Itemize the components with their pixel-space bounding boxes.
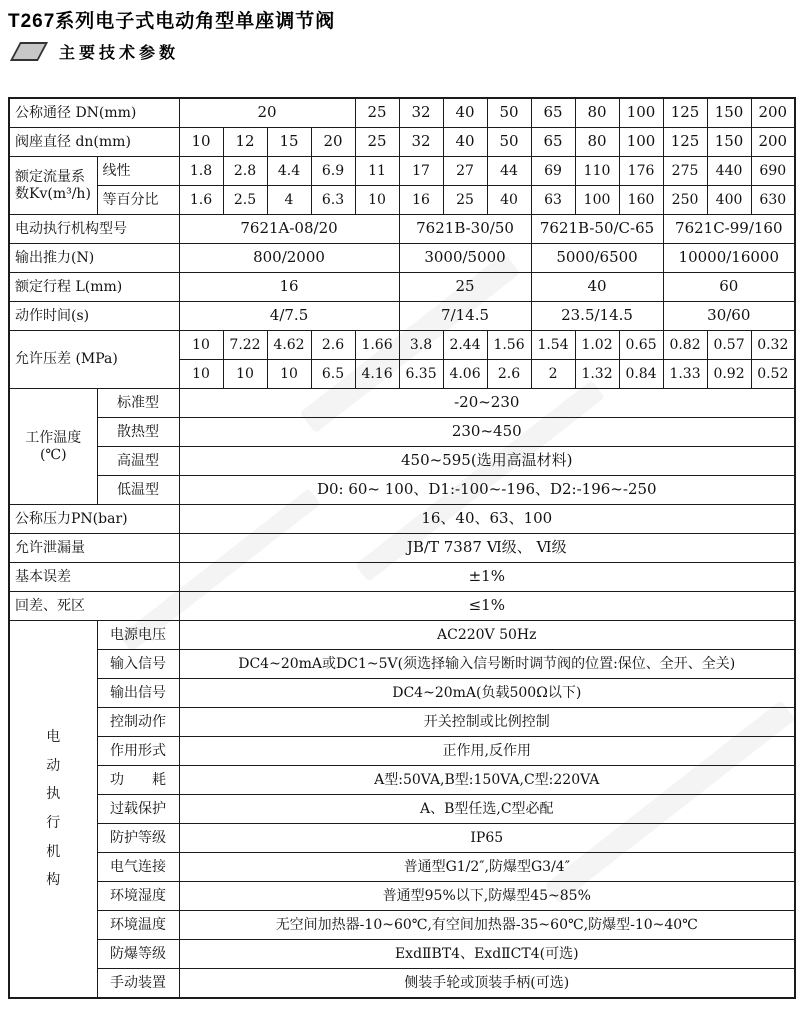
cell: 125 [663, 98, 707, 128]
row-actuator-electrical-connection [9, 853, 795, 882]
cell: ExdⅡBT4、ExdⅡCT4(可选) [179, 940, 795, 969]
cell: 110 [575, 157, 619, 186]
sub-label: 作用形式 [97, 737, 179, 766]
parallelogram-bullet-icon [10, 42, 48, 61]
cell: 440 [707, 157, 751, 186]
row-label: 动作时间(s) [9, 302, 179, 331]
cell: 44 [487, 157, 531, 186]
row-allowable-leakage [9, 534, 795, 563]
row-label: 基本误差 [9, 563, 179, 592]
cell: 0.57 [707, 331, 751, 360]
row-action-time [9, 302, 795, 331]
cell: A型:50VA,B型:150VA,C型:220VA [179, 766, 795, 795]
row-actuator-ambient-temperature [9, 911, 795, 940]
cell: 1.54 [531, 331, 575, 360]
cell: 6.5 [311, 360, 355, 389]
cell: 40 [531, 273, 663, 302]
sub-label: 输出信号 [97, 679, 179, 708]
cell: 40 [443, 98, 487, 128]
cell: 0.82 [663, 331, 707, 360]
cell: 7621B-30/50 [399, 215, 531, 244]
cell: 3000/5000 [399, 244, 531, 273]
cell: D0: 60~ 100、D1:-100~-196、D2:-196~-250 [179, 476, 795, 505]
cell: 2 [531, 360, 575, 389]
sub-label: 等百分比 [97, 186, 179, 215]
cell: 80 [575, 128, 619, 157]
row-actuator-protection-class [9, 824, 795, 853]
row-hysteresis-deadband [9, 592, 795, 621]
row-working-temp-low [9, 476, 795, 505]
cell: 100 [619, 98, 663, 128]
sub-label: 高温型 [97, 447, 179, 476]
cell: 25 [355, 98, 399, 128]
cell: 65 [531, 98, 575, 128]
cell: 7621B-50/C-65 [531, 215, 663, 244]
cell: 800/2000 [179, 244, 399, 273]
cell: 10 [179, 360, 223, 389]
cell: 17 [399, 157, 443, 186]
row-label: 电动执行机构型号 [9, 215, 179, 244]
cell: 230~450 [179, 418, 795, 447]
cell: IP65 [179, 824, 795, 853]
cell: 4.16 [355, 360, 399, 389]
row-actuator-model [9, 215, 795, 244]
row-working-temp-heat-dissipating [9, 418, 795, 447]
cell: 1.6 [179, 186, 223, 215]
cell: 7621C-99/160 [663, 215, 795, 244]
cell: 0.65 [619, 331, 663, 360]
cell: 4/7.5 [179, 302, 399, 331]
cell: 开关控制或比例控制 [179, 708, 795, 737]
cell: 20 [179, 98, 355, 128]
cell: ≤1% [179, 592, 795, 621]
cell: 32 [399, 98, 443, 128]
cell: 2.6 [487, 360, 531, 389]
cell: 200 [751, 98, 795, 128]
cell: 65 [531, 128, 575, 157]
cell: 1.02 [575, 331, 619, 360]
cell: 63 [531, 186, 575, 215]
cell: 25 [399, 273, 531, 302]
cell: 6.9 [311, 157, 355, 186]
row-nominal-diameter [9, 98, 795, 128]
cell: A、B型任选,C型必配 [179, 795, 795, 824]
cell: 30/60 [663, 302, 795, 331]
cell: 690 [751, 157, 795, 186]
cell: 69 [531, 157, 575, 186]
row-nominal-pressure [9, 505, 795, 534]
cell: 80 [575, 98, 619, 128]
sub-label: 低温型 [97, 476, 179, 505]
sub-label: 标准型 [97, 389, 179, 418]
row-label: 公称压力PN(bar) [9, 505, 179, 534]
row-label: 额定流量系数Kv(m³/h) [9, 157, 97, 215]
sub-label: 功 耗 [97, 766, 179, 795]
cell: 2.44 [443, 331, 487, 360]
row-kv-linear [9, 157, 795, 186]
cell: 160 [619, 186, 663, 215]
row-actuator-output-signal [9, 679, 795, 708]
sub-label: 线性 [97, 157, 179, 186]
cell: 7621A-08/20 [179, 215, 399, 244]
row-actuator-ambient-humidity [9, 882, 795, 911]
cell: 1.8 [179, 157, 223, 186]
spec-table [8, 97, 796, 999]
row-actuator-power-consumption [9, 766, 795, 795]
cell: 10 [267, 360, 311, 389]
row-label: 额定行程 L(mm) [9, 273, 179, 302]
row-actuator-manual-device [9, 969, 795, 999]
cell: DC4~20mA(负载500Ω以下) [179, 679, 795, 708]
cell: 1.66 [355, 331, 399, 360]
cell: 200 [751, 128, 795, 157]
cell: 25 [355, 128, 399, 157]
sub-label: 控制动作 [97, 708, 179, 737]
cell: 50 [487, 98, 531, 128]
cell: 普通型G1/2″,防爆型G3/4″ [179, 853, 795, 882]
actuator-group-label: 电动执行机构 [9, 621, 97, 999]
cell: 16 [179, 273, 399, 302]
row-output-thrust [9, 244, 795, 273]
row-label: 输出推力(N) [9, 244, 179, 273]
cell: 100 [575, 186, 619, 215]
sub-label: 手动装置 [97, 969, 179, 999]
cell: 176 [619, 157, 663, 186]
sub-label: 环境湿度 [97, 882, 179, 911]
cell: 5000/6500 [531, 244, 663, 273]
cell: 32 [399, 128, 443, 157]
cell: 12 [223, 128, 267, 157]
sub-label: 环境温度 [97, 911, 179, 940]
cell: 1.56 [487, 331, 531, 360]
cell: 7.22 [223, 331, 267, 360]
cell: 10 [223, 360, 267, 389]
cell: -20~230 [179, 389, 795, 418]
row-label: 公称通径 DN(mm) [9, 98, 179, 128]
sub-label: 防护等级 [97, 824, 179, 853]
sub-label: 输入信号 [97, 650, 179, 679]
sub-label: 防爆等级 [97, 940, 179, 969]
row-label: 阀座直径 dn(mm) [9, 128, 179, 157]
cell: 2.5 [223, 186, 267, 215]
cell: 100 [619, 128, 663, 157]
cell: 普通型95%以下,防爆型45~85% [179, 882, 795, 911]
row-working-temp-high [9, 447, 795, 476]
cell: 侧装手轮或顶装手柄(可选) [179, 969, 795, 999]
cell: 23.5/14.5 [531, 302, 663, 331]
cell: 4.62 [267, 331, 311, 360]
section-heading [15, 41, 179, 61]
cell: 4 [267, 186, 311, 215]
cell: 4.4 [267, 157, 311, 186]
row-label: 允许泄漏量 [9, 534, 179, 563]
cell: 2.8 [223, 157, 267, 186]
sub-label: 电气连接 [97, 853, 179, 882]
cell: 40 [487, 186, 531, 215]
row-label: 工作温度(℃) [9, 389, 97, 505]
row-label: 回差、死区 [9, 592, 179, 621]
row-allowable-pressure-diff-1 [9, 331, 795, 360]
cell: 1.33 [663, 360, 707, 389]
cell: 20 [311, 128, 355, 157]
row-actuator-explosion-proof-class [9, 940, 795, 969]
cell: AC220V 50Hz [179, 621, 795, 650]
row-actuator-power-supply [9, 621, 795, 650]
cell: 无空间加热器-10~60℃,有空间加热器-35~60℃,防爆型-10~40℃ [179, 911, 795, 940]
cell: 6.3 [311, 186, 355, 215]
row-actuator-action-form [9, 737, 795, 766]
cell: 630 [751, 186, 795, 215]
sub-label: 过载保护 [97, 795, 179, 824]
cell: 3.8 [399, 331, 443, 360]
row-basic-error [9, 563, 795, 592]
cell: 125 [663, 128, 707, 157]
row-kv-equal-percentage [9, 186, 795, 215]
cell: 10 [179, 331, 223, 360]
row-actuator-overload-protection [9, 795, 795, 824]
page-title: T267系列电子式电动角型单座调节阀 [8, 11, 336, 32]
cell: 27 [443, 157, 487, 186]
cell: 0.92 [707, 360, 751, 389]
cell: 25 [443, 186, 487, 215]
cell: JB/T 7387 Ⅵ级、 Ⅵ级 [179, 534, 795, 563]
cell: 250 [663, 186, 707, 215]
row-actuator-control-action [9, 708, 795, 737]
cell: 400 [707, 186, 751, 215]
cell: 4.06 [443, 360, 487, 389]
cell: 40 [443, 128, 487, 157]
row-working-temp-standard [9, 389, 795, 418]
sub-label: 散热型 [97, 418, 179, 447]
cell: 10 [355, 186, 399, 215]
row-rated-stroke [9, 273, 795, 302]
cell: 450~595(选用高温材料) [179, 447, 795, 476]
cell: 150 [707, 98, 751, 128]
section-title: 主要技术参数 [59, 44, 180, 62]
cell: 6.35 [399, 360, 443, 389]
row-label: 允许压差 (MPa) [9, 331, 179, 389]
cell: ±1% [179, 563, 795, 592]
cell: 15 [267, 128, 311, 157]
row-actuator-input-signal [9, 650, 795, 679]
cell: 0.84 [619, 360, 663, 389]
cell: 0.52 [751, 360, 795, 389]
cell: 7/14.5 [399, 302, 531, 331]
cell: 10000/16000 [663, 244, 795, 273]
cell: 2.6 [311, 331, 355, 360]
cell: 0.32 [751, 331, 795, 360]
cell: 16、40、63、100 [179, 505, 795, 534]
cell: 275 [663, 157, 707, 186]
cell: 11 [355, 157, 399, 186]
cell: 1.32 [575, 360, 619, 389]
cell: 16 [399, 186, 443, 215]
cell: DC4~20mA或DC1~5V(须选择输入信号断时调节阀的位置:保位、全开、全关) [179, 650, 795, 679]
cell: 60 [663, 273, 795, 302]
sub-label: 电源电压 [97, 621, 179, 650]
cell: 正作用,反作用 [179, 737, 795, 766]
cell: 50 [487, 128, 531, 157]
cell: 150 [707, 128, 751, 157]
cell: 10 [179, 128, 223, 157]
row-seat-diameter [9, 128, 795, 157]
